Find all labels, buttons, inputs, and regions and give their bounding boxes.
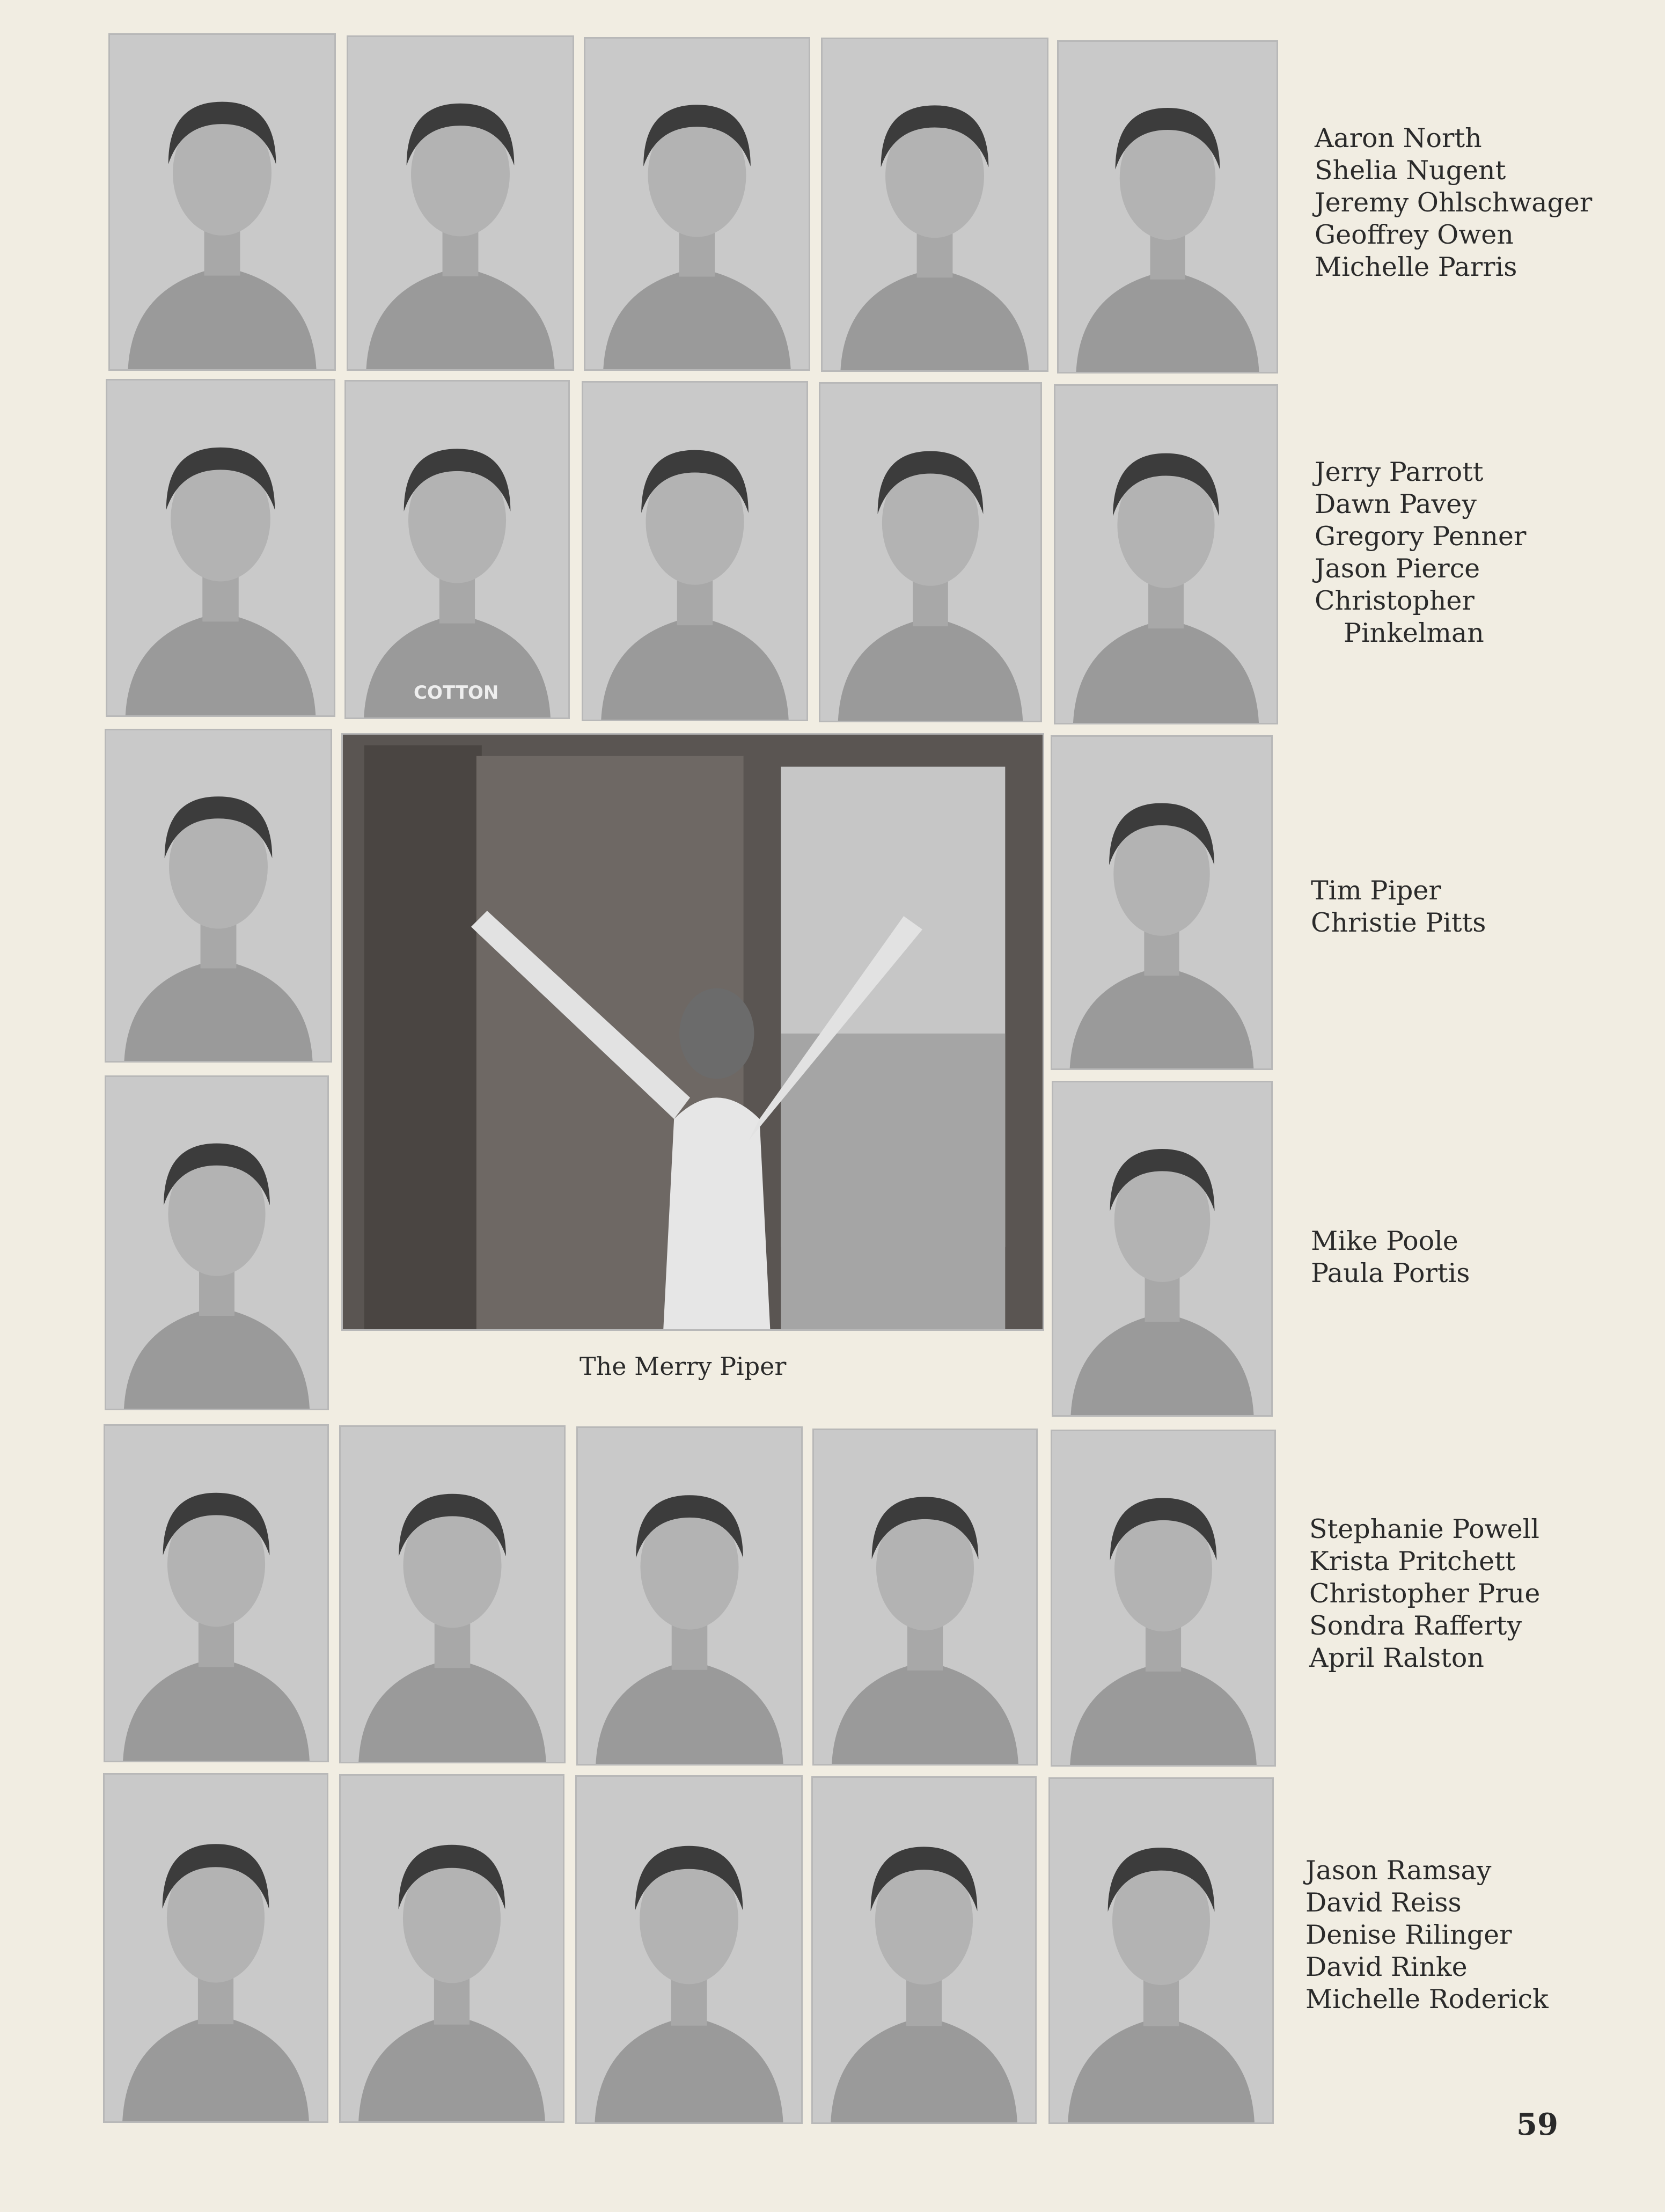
name-text: Michelle Parris [1315,252,1517,282]
portrait-christopher-pinkelman [1054,384,1278,724]
name-text: Jason Pierce [1315,553,1480,584]
portrait-aaron-north [108,33,336,371]
name-text: Michelle Roderick [1305,1984,1549,2015]
names-row-5 [1309,1513,1540,1674]
name-text: Gregory Penner [1315,521,1527,552]
portrait-mike-poole [105,1075,329,1410]
name-text: Paula Portis [1311,1258,1470,1288]
photo-caption: The Merry Piper [580,1352,787,1381]
name-text: April Ralston [1309,1643,1484,1673]
portrait-michelle-roderick [1048,1777,1274,2124]
name-text: Aaron North [1315,123,1482,153]
names-row-6 [1305,1855,1549,2016]
portrait-dawn-pavey [344,380,570,719]
name-text: Jeremy Ohlschwager [1315,187,1593,218]
name-text: David Reiss [1305,1887,1462,1918]
portrait-paula-portis [1052,1081,1273,1417]
name-text: Jason Ramsay [1305,1855,1492,1886]
portrait-geoffrey-owen [821,38,1048,372]
name-text: Tim Piper [1311,875,1441,906]
portrait-jason-ramsay [103,1773,328,2123]
candid-photo-merry-piper [341,733,1044,1331]
portrait-gregory-penner [582,381,808,721]
name-text: Sondra Rafferty [1309,1610,1522,1641]
names-row-4 [1311,1225,1470,1290]
name-text: Denise Rilinger [1305,1920,1512,1950]
name-text: Pinkelman [1344,618,1484,648]
page-number: 59 [1516,2107,1558,2142]
portrait-stephanie-powell [104,1424,329,1762]
names-row-2 [1315,456,1526,649]
portrait-jason-pierce [819,382,1042,722]
portrait-sondra-rafferty [812,1429,1038,1766]
name-text: David Rinke [1305,1952,1468,1982]
name-text: Stephanie Powell [1309,1514,1539,1544]
name-text: Christie Pitts [1311,907,1486,938]
portrait-tim-piper [105,729,332,1063]
portrait-david-rinke [811,1776,1037,2124]
portrait-krista-pritchett [339,1425,566,1763]
names-row-1 [1315,122,1592,283]
portrait-jerry-parrott [106,379,335,717]
portrait-christie-pitts [1051,735,1273,1070]
name-text: Mike Poole [1311,1226,1458,1256]
portrait-shelia-nugent [347,35,574,371]
name-text: Krista Pritchett [1309,1546,1516,1577]
shirt-text: COTTON [414,682,499,704]
names-row-3 [1311,875,1486,939]
name-text: Christopher [1315,585,1475,616]
portrait-denise-rilinger [575,1775,803,2124]
portrait-april-ralston [1051,1430,1276,1767]
name-text: Dawn Pavey [1315,489,1477,519]
portrait-christopher-prue [576,1426,803,1766]
portrait-michelle-parris [1057,40,1278,373]
name-text: Jerry Parrott [1315,457,1484,487]
name-text: Shelia Nugent [1315,155,1506,186]
portrait-david-reiss [339,1774,564,2123]
name-text: Geoffrey Owen [1315,219,1514,250]
portrait-jeremy-ohlschwager [584,37,810,371]
name-text: Christopher Prue [1309,1578,1541,1609]
